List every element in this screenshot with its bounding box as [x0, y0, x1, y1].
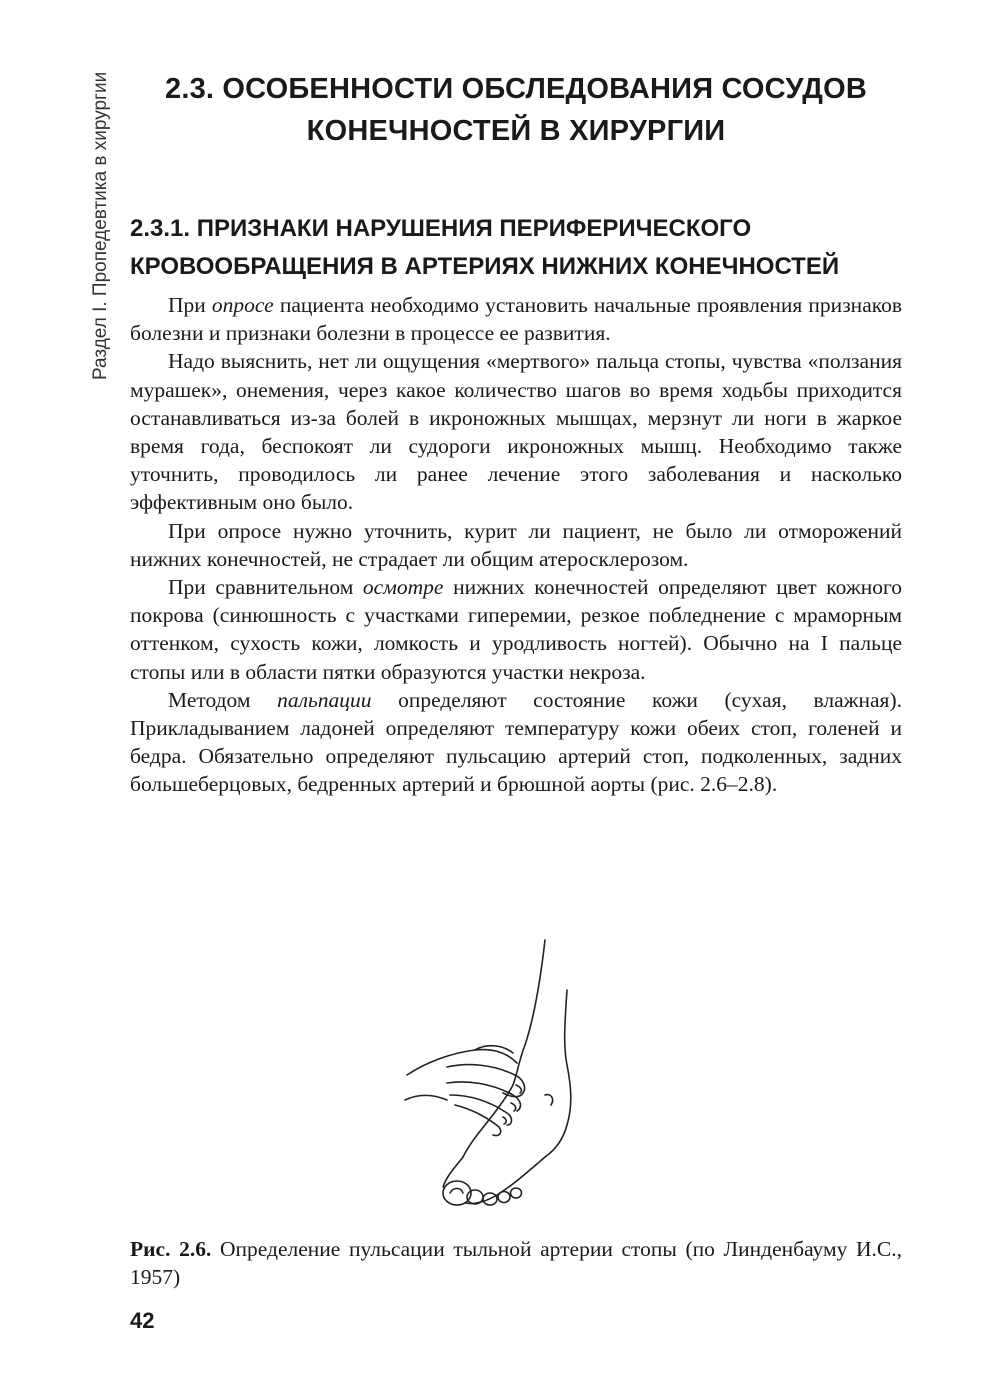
caption-text: Определение пульсации тыльной артерии стопы (по Линденбауму И.С., 1957): [130, 1237, 902, 1289]
figure-2-6-illustration: [395, 935, 575, 1220]
hand-on-foot-icon: [395, 935, 575, 1220]
term-oprose: опросе: [211, 293, 274, 317]
page-number: 42: [130, 1308, 155, 1333]
paragraph-3: При опросе нужно уточнить, курит ли пациент, не было ли отморожений нижних конечностей, не страдает ли общим атеросклерозом.: [130, 518, 902, 571]
figure-caption: [130, 1235, 902, 1291]
chapter-title-line-1: 2.3. ОСОБЕННОСТИ ОБСЛЕДОВАНИЯ СОСУДОВ: [165, 73, 867, 105]
section-title: [130, 210, 902, 286]
chapter-title: [130, 68, 902, 152]
caption-label: Рис. 2.6.: [130, 1237, 212, 1261]
chapter-title-line-2: КОНЕЧНОСТЕЙ В ХИРУРГИИ: [306, 115, 726, 147]
paragraph-4: При сравнительном осмотре нижних конечностей определяют цвет кожного покрова (синюшность с участками гиперемии, резкое побледнение с мраморным оттенком, сухость кожи, ломкость и уродливость ногтей). Обычно на I пальце стопы или в области пятки образуются участки некроза.: [130, 575, 902, 684]
paragraph-5: Методом пальпации определяют состояние кожи (сухая, влажная). Прикладыванием ладоней определяют температуру кожи обеих стоп, голеней и бедра. Обязательно определяют пульсацию артерий стоп, подколенных, задних большеберцовых, бедренных артерий и брюшной аорты (рис. 2.6–2.8).: [130, 687, 902, 797]
term-palpatsii: пальпации: [277, 687, 372, 712]
body-text: [130, 291, 902, 799]
section-title-line-2: КРОВООБРАЩЕНИЯ В АРТЕРИЯХ НИЖНИХ КОНЕЧНОСТЕЙ: [130, 253, 840, 280]
section-title-line-1: 2.3.1. ПРИЗНАКИ НАРУШЕНИЯ ПЕРИФЕРИЧЕСКОГО: [130, 215, 752, 242]
paragraph-1: При опросе пациента необходимо установить начальные проявления признаков болезни и признаки болезни в процессе ее развития.: [130, 293, 902, 346]
term-osmotre: осмотре: [362, 575, 444, 600]
paragraph-2: Надо выяснить, нет ли ощущения «мертвого» пальца стопы, чувства «ползания мурашек», онемения, через какое количество шагов во время ходьбы приходится останавливаться из-за болей в икроножных мышцах, мерзнут ли ноги в жаркое время года, беспокоят ли судороги икроножных мышц. Необходимо также уточнить, проводилось ли ранее лечение этого заболевания и насколько эффективным оно было.: [130, 349, 902, 515]
running-header-section: Раздел I. Пропедевтика в хирургии: [90, 71, 111, 380]
